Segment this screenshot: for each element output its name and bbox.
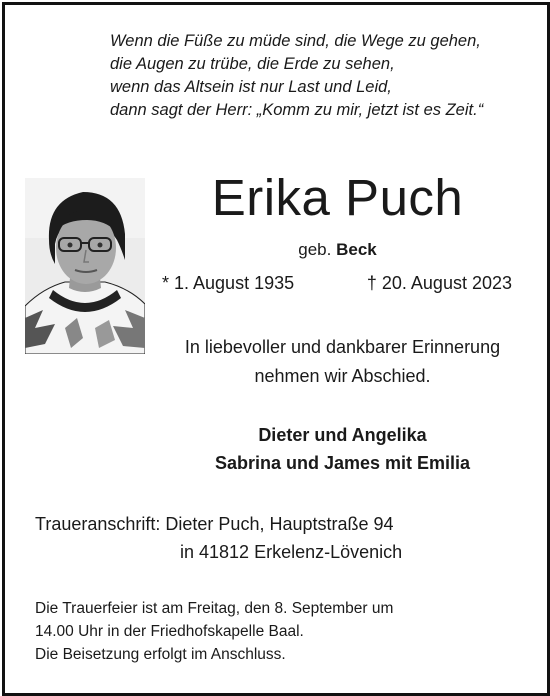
death-date: † 20. August 2023 bbox=[366, 273, 512, 293]
birth-date: * 1. August 1935 bbox=[162, 273, 295, 293]
ceremony-line: Die Beisetzung erfolgt im Anschluss. bbox=[35, 646, 286, 663]
address-label: Traueranschrift: bbox=[35, 514, 161, 534]
poem-line: wenn das Altsein ist nur Last und Leid, bbox=[110, 78, 392, 96]
memory-line: nehmen wir Abschied. bbox=[254, 366, 431, 386]
ceremony-line: 14.00 Uhr in der Friedhofskapelle Baal. bbox=[35, 623, 304, 640]
portrait-photo bbox=[25, 178, 145, 354]
memory-text bbox=[150, 333, 535, 391]
address-line: in 41812 Erkelenz-Lövenich bbox=[180, 542, 403, 562]
deceased-name: Erika Puch bbox=[211, 169, 464, 226]
family-names bbox=[150, 421, 535, 477]
poem-line: dann sagt der Herr: „Komm zu mir, jetzt ist es Zeit.“ bbox=[110, 101, 484, 119]
poem-line: die Augen zu trübe, die Erde zu sehen, bbox=[110, 55, 395, 73]
maiden-surname: Beck bbox=[336, 240, 377, 259]
poem-line: Wenn die Füße zu müde sind, die Wege zu gehen, bbox=[110, 32, 481, 50]
family-line: Sabrina und James mit Emilia bbox=[214, 453, 471, 473]
memory-line: In liebevoller und dankbarer Erinnerung bbox=[184, 337, 501, 357]
maiden-name bbox=[160, 240, 515, 260]
poem bbox=[110, 30, 530, 122]
ceremony-info bbox=[35, 597, 393, 666]
maiden-prefix: geb. bbox=[298, 240, 332, 259]
ceremony-line: Die Trauerfeier ist am Freitag, den 8. September um bbox=[35, 600, 394, 617]
address-line: Dieter Puch, Hauptstraße 94 bbox=[165, 514, 394, 534]
portrait-photo-icon bbox=[25, 178, 145, 354]
mourning-address bbox=[35, 510, 403, 566]
family-line: Dieter und Angelika bbox=[258, 425, 427, 445]
